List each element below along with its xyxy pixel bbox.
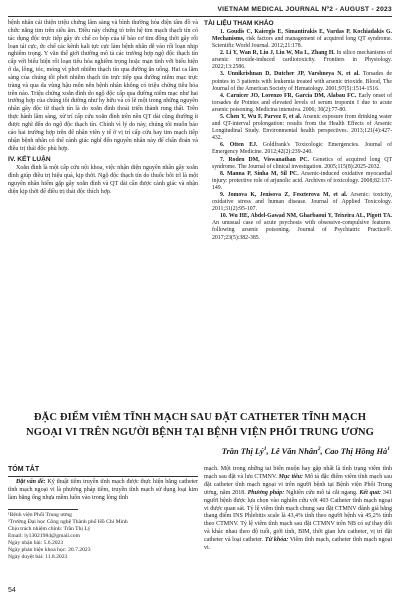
footnote-accepted-date: Ngày duyệt bài: 11.8.2023 [8,553,68,560]
reference-number: 3. [220,71,225,78]
reference-item [204,157,392,171]
abstract-text: Kỹ thuật tiêm truyền tĩnh mạch được thực hiện bằng catheter tĩnh mạch ngoại vi là phương pháp tiêm, truyền tĩnh mạch sử dụng loại kim làm bằng ống nhựa mềm luồn vào trong lòng tĩnh [8,478,198,501]
reference-authors: Roden DM, Viswanathan PC. [228,156,309,163]
article-title-line-1: ĐẶC ĐIỂM VIÊM TĨNH MẠCH SAU ĐẶT CATHETER TĨNH MẠCH [33,412,367,423]
footnote-affiliation-1: ¹Bệnh viện Phổi Trung ương [8,511,72,518]
reference-authors: Chen Y, Wu F, Parvez F, et al. [226,113,302,120]
reference-details: Torsades de pointes in 3 patients with leukemia treated with arsenic trioxide. Blood, The Journal of the American Society of Hematology. 2001;97(5):1514-1516. [212,71,392,92]
abstract-text: Nghiên cứu mô tả cắt ngang. [284,489,360,496]
conclusion-paragraph: Xoắn đỉnh là một cấp cứu nội khoa, việc nhận diện nguyên nhân gây xoắn đỉnh giúp điều trị hiệu quả, kịp thời. Ngộ độc thạch tín do thuốc bôi trĩ là một nguyên nhân hiếm gặp gây xoắn đỉnh và QT dài cần được cảnh giác và nhận diện kịp thời để điều trị thải độc thích hợp. [8,165,198,195]
discussion-paragraph: bệnh nhân cải thiện triệu chứng lâm sàng và bình thường hóa điện tâm đồ và chức năng tim trên siêu âm. Điều này chứng tỏ trên hệ tim mạch thạch tín có tác dụng độc trực tiếp gây ức chế co bóp của tế bào cơ tim đồng thời gây rối loạn tái cực, ức chế các kênh kali tực cực làm bệnh nhân dễ vào rối loạn nhịp nghiêm trọng. Y văn thế giới thường mô tả các trường hợp ngộ độc thạch tín cấp với biểu hiện rối loạn tiêu hóa nghiêm trọng hoặc mạn tính với biểu hiện ở da, lông, tóc, móng vì phơi nhiễm thạch tín qua đường ăn uống. Hai ca lâm sàng của chúng tôi phơi nhiễm thạch tín trực tiếp qua đường niêm mạc trực tràng và qua da vùng hậu môn nên bệnh nhân không có triệu chứng tiêu hóa trên nào. Triệu chứng xoắn đỉnh do ngộ độc cấp qua đường niêm mạc như hai trường hợp của chúng tôi đường như hy hữu và có lẽ một trong những nguyên nhân gây độc từ thạch tín là do xoắn đỉnh thoái triển thành rung thất. Trên thực hành lâm sàng, xử trí cấp cứu xoắn đỉnh trên nền QT dài cũng thường ít được nghĩ đến do ngộ độc thạch tín. Chính vì lý do này, chúng tôi muốn báo cáo hai trường hợp trên để nhân viên y tế ở vị trí cấp cứu hay tim mạch tiếp nhận bệnh nhân có thể cảnh giác nghĩ đến nguyên nhân này để chẩn đoán và điều trị thải độc phù hợp. [8,20,198,152]
abstract-text: 341 người bệnh được lựa chọn vào nghiên cứu với 403 Catheter tĩnh mạch ngoại vi được quan sát. Tỷ lệ viêm tĩnh mạch chung sau đặt CTMNV đánh giá bằng thang điểm INS Phlebitis scale là 43,4% tính theo người bệnh và 45,2% tính theo CTMNV. Tỷ lệ viêm tĩnh mạch sau đặt CTMNV trên NB có sự thay đổi và khác nhau theo độ tuổi, giới tính, BIM, thời gian lưu catheter, vị trí đặt catheter và loại catheter. [204,489,392,544]
reference-authors: Wu HE, Abdel-Gawad NM, Gharbaoui Y, Teixeira AL, Pigott TA. [228,213,392,220]
reference-authors: Unnikrishnan D, Dutcher JP, Varshneya N, et al. [227,71,360,78]
reference-item [204,171,392,192]
page-number: 54 [8,587,16,594]
reference-authors: Carnicer JO, Lorenzo FR, García DM, Alabau FC. [226,92,357,99]
footnote-affiliation-2: ²Trường Đại học Công nghệ Thành phố Hồ Chí Minh [8,518,128,525]
abstract-label: Phương pháp: [247,489,285,496]
article-title-line-2: NGOẠI VI TRÊN NGƯỜI BỆNH TẠI BỆNH VIỆN PHỔI TRUNG ƯƠNG [26,427,374,438]
reference-authors: Goudis C, Kaiergis E, Simantirakis E, Vardas P, Kochiadakis G. Mechanisms, [212,28,393,42]
reference-authors: Li Y, Wan R, Liu J, Liu W, Ma L, Zhang H. [225,50,335,57]
summary-heading: TÓM TẮT [8,466,40,473]
reference-number: 7. [220,156,225,163]
reference-details: An unusual case of acute psychosis with obsessive-compulsive features following arsenic poisoning. Journal of Psychiatric Practice®. 2017;23(5):382-385. [212,220,392,241]
reference-details: Arsenic: toxicity, oxidative stress and human disease. Journal of Applied Toxicology. 2011;31(2):95-107. [212,192,392,213]
abstract-text: Viêm tĩnh mạch, catheter tĩnh mạch ngoại vi. [204,537,392,552]
abstract-text: mạch. Một trong những tai biến muộn hay gặp nhất là tình trạng viêm tĩnh mạch sau đặt và lưu CTMNV. [204,466,392,480]
footnote-rule [8,509,78,510]
reference-authors: Jomova K, Jenisova Z, Feszterova M, et al. [227,192,348,198]
abstract-label: Từ khóa: [264,537,289,544]
author-affiliation: 2 [317,446,321,452]
abstract-left-column [8,466,198,561]
reference-item [204,93,392,114]
abstract-label: Đặt vấn đề: [16,478,46,485]
reference-number: 10. [220,213,228,220]
reference-details: Genetics of acquired long QT syndrome. The Journal of clinical investigation. 2005;115(8):2025-2032. [212,156,392,170]
author-name: Cao Thị Hồng Hà [324,446,388,456]
journal-header: VIETNAM MEDICAL JOURNAL Nº2 - AUGUST - 2023 [217,6,392,13]
author-affiliation: 1 [387,446,390,452]
reference-number: 1. [220,28,225,35]
abstract-label: Kết quả: [359,489,382,496]
footnotes [8,509,198,561]
abstract-background [8,479,198,503]
reference-details: Arsenic-induced oxidative myocardial injury: protective role of arjunolic acid. Archives of toxicology. 2008;82:137-149. [212,170,393,191]
abstract-continued [204,466,392,553]
author-name: Trần Thị Lý [221,446,264,456]
summary-rule [8,476,198,477]
reference-details: In silico mechanisms of arsenic trioxide-induced cardiotoxicity. Frontiers in Physiology. 2022;13:2586. [212,50,393,71]
reference-item [204,192,392,213]
reference-details: Goldfrank's Toxicologic Emergencies. Journal of Emergency Medicine. 2012;42(2):239-240. [212,142,392,156]
reference-details: Arsenic exposure from drinking water and QT-interval prolongation: results from the Health Effects of Arsenic Longitudinal Study. Environmental health perspectives. 2013;121(4):427-432. [212,113,392,142]
reference-number: 2. [220,50,225,57]
reference-item [204,213,392,241]
references-heading: TÀI LIỆU THAM KHẢO [204,20,274,27]
reference-list [204,29,392,242]
reference-number: 9. [220,192,225,198]
reference-authors: Otten EJ. [229,142,258,149]
reference-details: risk factors and management of acquired long QT syndrome. Scientific World Journal. 2012;21:178. [212,35,392,50]
reference-number: 6. [220,142,225,149]
abstract-text: Mô tả đặc điểm viêm tĩnh mạch sau đặt catheter tĩnh mạch ngoại vi trên người bệnh tại Bệnh viện Phổi Trung ương, năm 2018. [204,473,392,496]
footnote-email: Email: ly13021984@gmail.com [8,532,80,539]
reference-item [204,50,392,71]
reference-item [204,114,392,142]
reference-details: Early onset of torsades de Pointes and elevated levels of serum troponin I due to acute arsenic poisoning. Medicina intensiva. 2006; 30(2):77-80. [212,92,393,113]
article-authors: Trần Thị $Lý^1$, Lê Văn Nhân$^2$, Cao Thị Hồng $Hà^1$ [221,446,390,456]
author-name: Lê Văn Nhân [270,446,318,456]
footnote-review-date: Ngày phản biện khoa học: 20.7.2023 [8,546,91,553]
abstract-right-column [204,466,392,553]
reference-number: 4. [220,92,225,99]
reference-authors: Manna P, Sinha M, Sil PC. [226,170,299,177]
reference-number: 5. [220,113,225,120]
article-title [8,410,392,440]
reference-item [204,29,392,50]
references-column [204,20,392,242]
footnote-received-date: Ngày nhận bài: 5.6.2023 [8,539,64,546]
abstract-label: Mục tiêu: [278,473,304,480]
reference-number: 8. [220,170,225,177]
left-column [8,20,198,197]
reference-item [204,142,392,156]
author-affiliation: 1 [263,446,267,452]
conclusion-heading: IV. KẾT LUẬN [8,156,51,164]
footnote-corresponding-author: Chịu trách nhiệm chính: Trần Thị Lý [8,525,91,532]
header-rule [8,16,392,17]
reference-item [204,71,392,92]
